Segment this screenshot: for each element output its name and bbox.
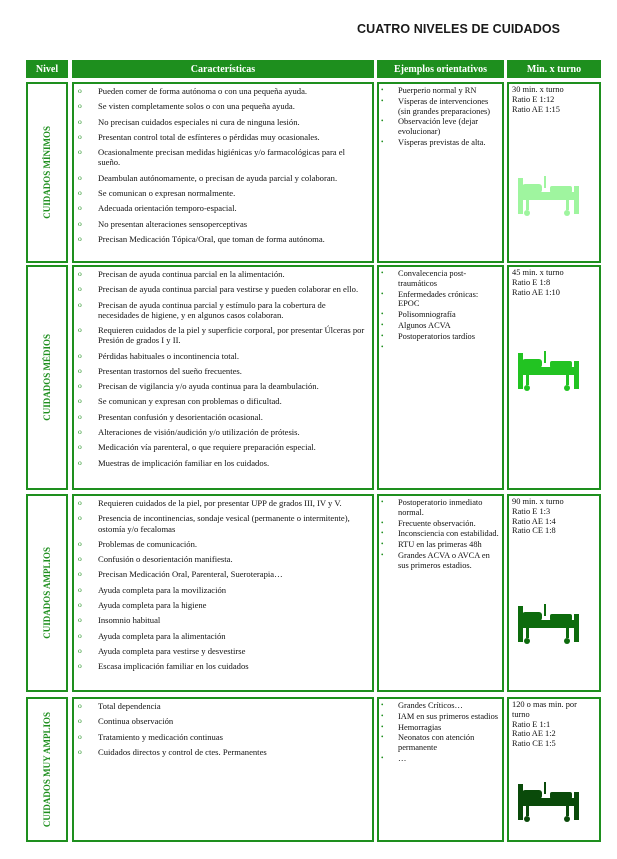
example-text: Enfermedades crónicas: EPOC xyxy=(398,289,479,309)
characteristic-item xyxy=(78,234,368,244)
characteristic-text: Medicación vía parenteral, o que requiere preparación especial. xyxy=(98,442,316,453)
example-item xyxy=(381,754,500,764)
example-text: Grandes ACVA o AVCA en sus primeros estadios. xyxy=(398,550,490,570)
bullet-icon: o xyxy=(78,365,82,375)
characteristic-text: Presentan confusión y desorientación ocasional. xyxy=(98,411,263,422)
example-text: RTU en las primeras 48h xyxy=(398,540,482,550)
example-text: Grandes Críticos… xyxy=(398,701,463,710)
bed-icon xyxy=(516,170,588,225)
bullet-icon: o xyxy=(78,131,82,141)
bullet-icon: o xyxy=(78,325,82,335)
characteristic-text: Escasa implicación familiar en los cuidados xyxy=(98,661,249,672)
characteristic-text: Precisan Medicación Tópica/Oral, que toman de forma autónoma. xyxy=(98,233,325,244)
bullet-icon: o xyxy=(78,284,82,294)
example-item xyxy=(381,733,500,753)
characteristic-text: Problemas de comunicación. xyxy=(98,538,198,549)
bullet-icon: • xyxy=(381,498,384,506)
bullet-icon: o xyxy=(78,569,82,579)
characteristic-text: Total dependencia xyxy=(98,701,161,711)
examples-cell xyxy=(377,265,504,490)
characteristic-item xyxy=(78,458,368,468)
example-item xyxy=(381,723,500,733)
bullet-icon: o xyxy=(78,716,82,726)
bullet-icon: o xyxy=(78,299,82,309)
characteristic-text: No presentan alteraciones sensoperceptivas xyxy=(98,218,248,229)
example-text: … xyxy=(398,753,407,763)
level-name-cell xyxy=(26,265,68,490)
minutes-line: Ratio AE 1:15 xyxy=(512,104,560,114)
characteristic-text: Precisan de ayuda continua parcial para vestirse y pueden colaborar en ello. xyxy=(98,284,359,295)
bullet-icon: o xyxy=(78,701,82,710)
bullet-icon: o xyxy=(78,427,82,437)
example-item xyxy=(381,321,500,331)
characteristic-text: Se comunican o expresan normalmente. xyxy=(98,187,236,198)
bullet-icon: • xyxy=(381,320,384,329)
bullet-icon: o xyxy=(78,615,82,625)
minutes-line: 90 min. x turno xyxy=(512,497,564,506)
example-text: Vísperas de intervenciones (sin grandes preparaciones) xyxy=(398,96,491,116)
bullet-icon: o xyxy=(78,554,82,564)
characteristic-item xyxy=(78,498,368,508)
level-name: CUIDADOS MUY AMPLIOS xyxy=(42,711,52,828)
page-title: CUATRO NIVELES DE CUIDADOS xyxy=(357,22,561,36)
examples-cell xyxy=(377,494,504,692)
bullet-icon: • xyxy=(381,269,384,277)
characteristic-item xyxy=(78,101,368,111)
minutes-cell xyxy=(507,494,601,692)
bullet-icon: o xyxy=(78,442,82,452)
characteristic-text: Tratamiento y medicación continuas xyxy=(98,731,223,742)
characteristic-item xyxy=(78,203,368,213)
example-text: Convalecencia post-traumáticos xyxy=(398,269,467,288)
example-text: Inconsciencia con estabilidad. xyxy=(398,529,499,539)
characteristic-item xyxy=(78,300,368,320)
example-text: Algunos ACVA xyxy=(398,320,451,330)
bullet-icon: • xyxy=(381,137,384,146)
characteristic-item xyxy=(78,219,368,229)
level-name: CUIDADOS AMPLIOS xyxy=(42,547,52,639)
minutes-line: Ratio E 1:3 xyxy=(512,506,551,516)
bullet-icon: o xyxy=(78,498,82,507)
minutes-line: 30 min. x turno xyxy=(512,85,564,94)
minutes-line: Ratio AE 1:2 xyxy=(512,729,556,739)
bullet-icon: o xyxy=(78,172,82,182)
example-item xyxy=(381,529,500,539)
bullet-icon: • xyxy=(381,550,384,559)
characteristic-item xyxy=(78,631,368,641)
characteristic-item xyxy=(78,284,368,294)
characteristic-text: Ayuda completa para la higiene xyxy=(98,599,207,610)
characteristic-item xyxy=(78,269,368,279)
characteristics-cell xyxy=(72,494,374,692)
characteristics-cell xyxy=(72,265,374,490)
characteristic-item xyxy=(78,188,368,198)
characteristic-item xyxy=(78,600,368,610)
example-text: Polisomniografía xyxy=(398,310,456,320)
minutes-line: Ratio E 1:8 xyxy=(512,277,551,287)
bullet-icon: o xyxy=(78,233,82,243)
characteristic-item xyxy=(78,351,368,361)
bullet-icon: • xyxy=(381,733,384,742)
characteristic-item xyxy=(78,381,368,391)
bullet-icon: • xyxy=(381,722,384,731)
characteristic-text: Cuidados directos y control de ctes. Permanentes xyxy=(98,746,267,757)
bullet-icon: o xyxy=(78,731,82,741)
bullet-icon: o xyxy=(78,661,82,671)
bullet-icon: o xyxy=(78,147,82,157)
bullet-icon: • xyxy=(381,96,384,105)
characteristic-text: Se comunican y expresan con problemas o dificultad. xyxy=(98,396,282,407)
characteristic-item xyxy=(78,539,368,549)
bullet-icon: o xyxy=(78,86,82,95)
bullet-icon: • xyxy=(381,310,384,319)
header-ejemplos: Ejemplos orientativos xyxy=(377,60,504,78)
bullet-icon: o xyxy=(78,218,82,228)
example-item xyxy=(381,86,500,96)
characteristic-item xyxy=(78,569,368,579)
example-item xyxy=(381,269,500,289)
bullet-icon: o xyxy=(78,269,82,278)
characteristic-item xyxy=(78,442,368,452)
bullet-icon: • xyxy=(381,518,384,527)
characteristic-text: Adecuada orientación temporo-espacial. xyxy=(98,203,237,214)
bullet-icon: o xyxy=(78,396,82,406)
bullet-icon: • xyxy=(381,289,384,298)
example-item xyxy=(381,332,500,342)
example-text: Neonatos con atención permanente xyxy=(398,733,475,753)
characteristics-cell xyxy=(72,697,374,842)
bullet-icon: o xyxy=(78,645,82,655)
characteristic-item xyxy=(78,173,368,183)
example-text: IAM en sus primeros estadios xyxy=(398,711,499,721)
characteristic-text: Precisan de ayuda continua parcial y estímulo para la cobertura de necesidades de higiene, y en algunos casos colaboran. xyxy=(98,299,326,320)
bullet-icon: • xyxy=(381,529,384,538)
characteristic-item xyxy=(78,716,368,726)
bullet-icon: o xyxy=(78,584,82,594)
bullet-icon: • xyxy=(381,117,384,126)
example-item xyxy=(381,701,500,711)
level-name: CUIDADOS MÉDIOS xyxy=(42,334,52,421)
characteristic-text: Precisan de ayuda continua parcial en la alimentación. xyxy=(98,269,285,279)
characteristic-text: Requieren cuidados de la piel y superficie corporal, por presentar Úlceras por Presión de grados I y II. xyxy=(98,325,365,346)
characteristic-text: Muestras de implicación familiar en los cuidados. xyxy=(98,457,270,468)
bed-icon xyxy=(516,776,588,831)
example-item xyxy=(381,117,500,137)
bullet-icon: o xyxy=(78,116,82,126)
bed-icon xyxy=(516,598,588,653)
example-text: Postoperatorios tardíos xyxy=(398,331,475,341)
characteristic-text: No precisan cuidados especiales ni cura de ninguna lesión. xyxy=(98,116,300,127)
characteristic-text: Precisan Medicación Oral, Parenteral, Sueroterapia… xyxy=(98,569,283,580)
example-text: Vísperas previstas de alta. xyxy=(398,137,486,147)
example-item xyxy=(381,310,500,320)
minutes-line: 45 min. x turno xyxy=(512,268,564,277)
characteristic-item xyxy=(78,427,368,437)
bullet-icon: o xyxy=(78,203,82,213)
characteristic-text: Continua observación xyxy=(98,716,174,727)
example-text: Frecuente observación. xyxy=(398,518,476,528)
example-item xyxy=(381,551,500,571)
characteristic-item xyxy=(78,366,368,376)
characteristic-item xyxy=(78,554,368,564)
example-item xyxy=(381,343,500,353)
characteristic-text: Confusión o desorientación manifiesta. xyxy=(98,554,233,565)
examples-cell xyxy=(377,82,504,263)
characteristic-text: Insomnio habitual xyxy=(98,615,161,626)
minutes-line: Ratio E 1:1 xyxy=(512,719,551,729)
example-text: Hemorragias xyxy=(398,722,442,732)
characteristic-text: Ayuda completa para la movilización xyxy=(98,584,227,595)
characteristic-text: Requieren cuidados de la piel, por presentar UPP de grados III, IV y V. xyxy=(98,498,342,508)
example-item xyxy=(381,290,500,310)
example-text: Puerperio normal y RN xyxy=(398,86,477,95)
characteristic-text: Pérdidas habituales o incontinencia total. xyxy=(98,350,240,361)
bullet-icon: o xyxy=(78,381,82,391)
bullet-icon: o xyxy=(78,187,82,197)
example-text: Postoperatorio inmediato normal. xyxy=(398,498,483,517)
bullet-icon: o xyxy=(78,457,82,467)
characteristic-item xyxy=(78,325,368,345)
characteristic-text: Presentan control total de esfínteres o pérdidas muy ocasionales. xyxy=(98,131,320,142)
characteristic-text: Deambulan autónomamente, o precisan de ayuda parcial y colaboran. xyxy=(98,172,338,183)
characteristic-text: Alteraciones de visión/audición y/o utilización de prótesis. xyxy=(98,427,300,438)
minutes-line: Ratio E 1:12 xyxy=(512,94,555,104)
characteristic-text: Presencia de incontinencias, sondaje vesical (permanente o intermitente), ostomía y/o fecalomas xyxy=(98,513,350,534)
bullet-icon: • xyxy=(381,86,384,94)
level-name-cell xyxy=(26,494,68,692)
example-text: Observación leve (dejar evolucionar) xyxy=(398,117,478,137)
bullet-icon: o xyxy=(78,599,82,609)
characteristic-item xyxy=(78,86,368,96)
bullet-icon: o xyxy=(78,101,82,111)
minutes-line: Ratio CE 1:5 xyxy=(512,739,556,749)
level-name: CUIDADOS MÍNIMOS xyxy=(42,126,52,219)
bullet-icon: o xyxy=(78,746,82,756)
example-item xyxy=(381,498,500,518)
characteristic-item xyxy=(78,513,368,533)
characteristics-cell xyxy=(72,82,374,263)
example-item xyxy=(381,519,500,529)
characteristic-text: Se visten completamente solos o con una pequeña ayuda. xyxy=(98,101,295,112)
characteristic-item xyxy=(78,132,368,142)
characteristic-item xyxy=(78,615,368,625)
minutes-line: Ratio AE 1:10 xyxy=(512,287,560,297)
characteristic-text: Pueden comer de forma autónoma o con una pequeña ayuda. xyxy=(98,86,308,96)
header-nivel: Nivel xyxy=(26,60,68,78)
characteristic-item xyxy=(78,117,368,127)
bullet-icon: • xyxy=(381,342,384,351)
characteristic-item xyxy=(78,585,368,595)
characteristic-item xyxy=(78,412,368,422)
minutes-line: 120 o mas min. por turno xyxy=(512,700,577,719)
bullet-icon: o xyxy=(78,411,82,421)
bullet-icon: o xyxy=(78,630,82,640)
characteristic-text: Ayuda completa para la alimentación xyxy=(98,630,226,641)
characteristic-item xyxy=(78,147,368,167)
example-item xyxy=(381,97,500,117)
examples-cell xyxy=(377,697,504,842)
example-item xyxy=(381,712,500,722)
header-caracteristicas: Características xyxy=(72,60,374,78)
bullet-icon: • xyxy=(381,331,384,340)
bullet-icon: o xyxy=(78,350,82,360)
level-name-cell xyxy=(26,82,68,263)
characteristic-text: Precisan de vigilancia y/o ayuda continua para la deambulación. xyxy=(98,381,319,392)
characteristic-text: Ayuda completa para vestirse y desvestirse xyxy=(98,645,246,656)
level-name-cell xyxy=(26,697,68,842)
example-item xyxy=(381,540,500,550)
bullet-icon: o xyxy=(78,513,82,523)
bullet-icon: o xyxy=(78,538,82,548)
characteristic-text: Ocasionalmente precisan medidas higiénicas y/o farmacológicas para el sueño. xyxy=(98,147,345,168)
bullet-icon: • xyxy=(381,540,384,549)
example-item xyxy=(381,138,500,148)
bullet-icon: • xyxy=(381,701,384,709)
header-minutos: Min. x turno xyxy=(507,60,601,78)
characteristic-item xyxy=(78,701,368,711)
minutes-line: Ratio CE 1:8 xyxy=(512,526,556,536)
bed-icon xyxy=(516,345,588,400)
characteristic-item xyxy=(78,661,368,671)
characteristic-item xyxy=(78,396,368,406)
characteristic-item xyxy=(78,646,368,656)
bullet-icon: • xyxy=(381,711,384,720)
minutes-line: Ratio AE 1:4 xyxy=(512,516,556,526)
bullet-icon: • xyxy=(381,753,384,762)
characteristic-item xyxy=(78,747,368,757)
characteristic-text: Presentan trastornos del sueño frecuentes. xyxy=(98,365,242,376)
characteristic-item xyxy=(78,732,368,742)
